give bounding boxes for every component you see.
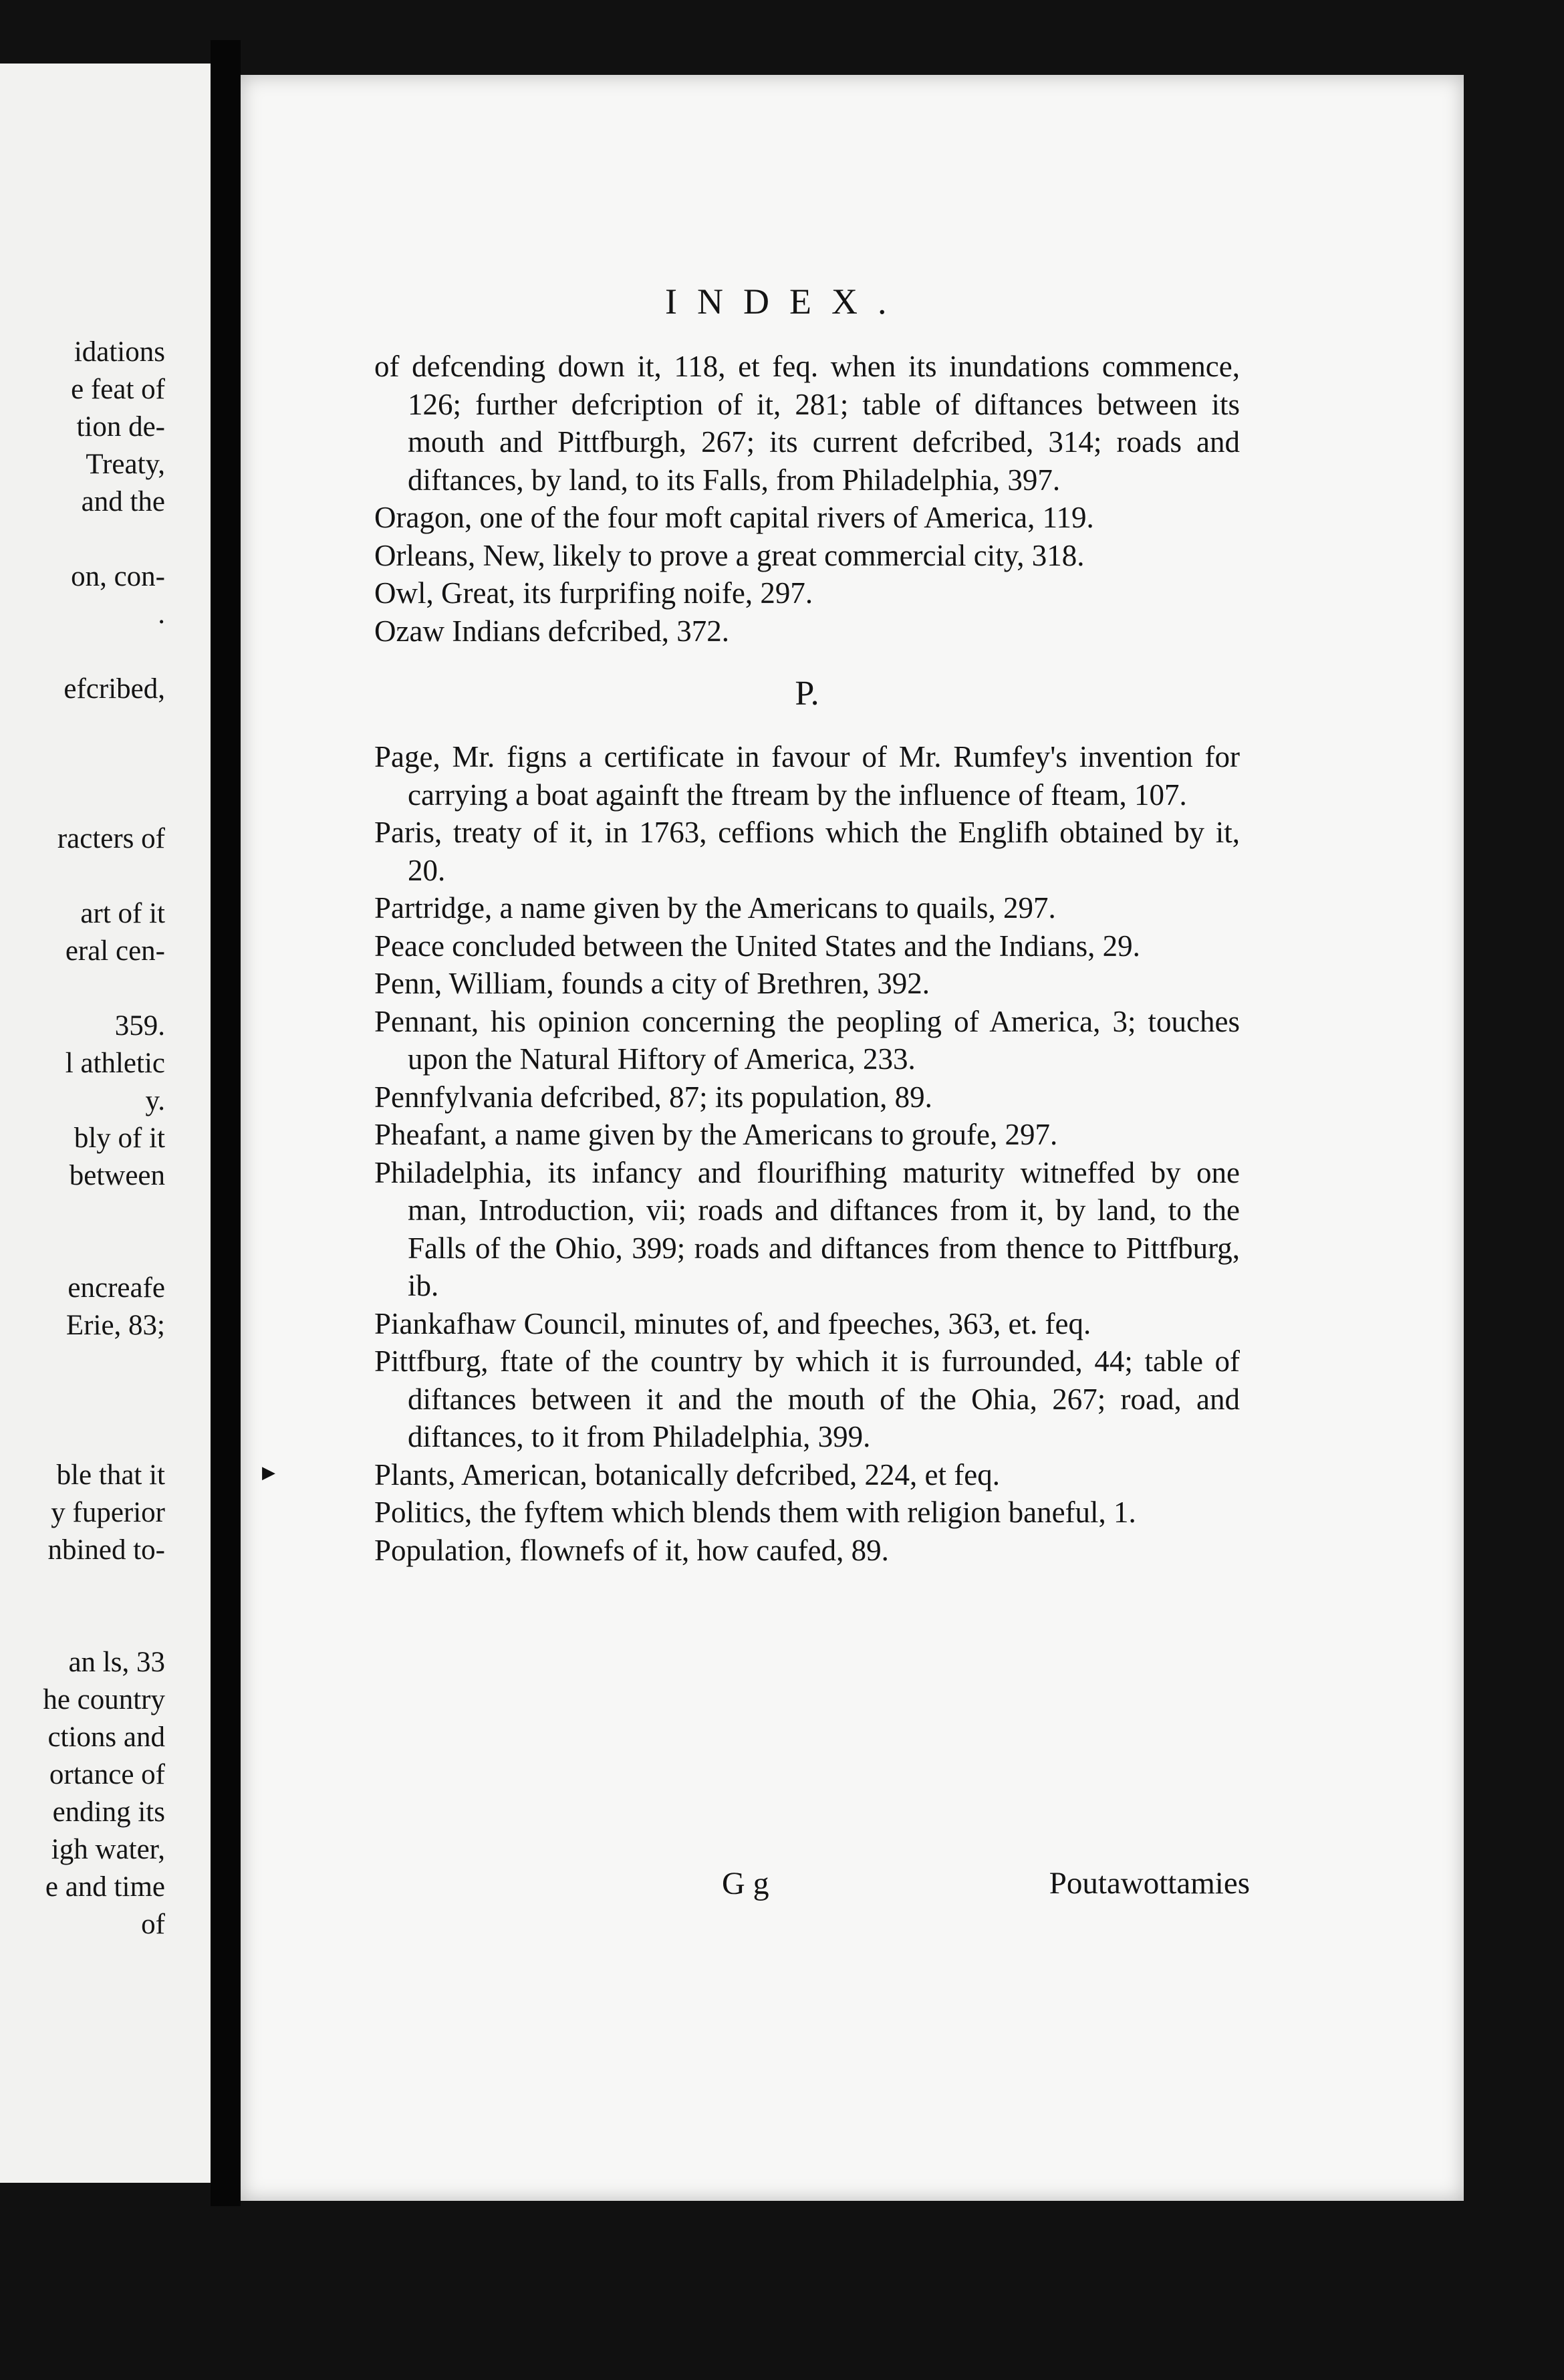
left-page-line: of: [141, 1909, 165, 1940]
index-entry: Oragon, one of the four moft capital rivers of America, 119.: [374, 501, 1094, 534]
left-page-line: eral cen-: [65, 935, 165, 967]
left-page-line: Treaty,: [86, 449, 165, 480]
page-footer: [374, 1865, 1250, 1905]
left-page-fragment: [0, 64, 211, 2183]
catchword: Poutawottamies: [1049, 1866, 1250, 1901]
left-page-line: ending its: [52, 1796, 165, 1828]
margin-arrow-icon: ▶: [262, 1463, 275, 1482]
index-entry: Pennant, his opinion concerning the peopling of America, 3; touches upon the Natural Hiftory of America, 233.: [374, 1004, 1240, 1076]
page-header: INDEX.: [665, 281, 907, 322]
index-entry: Paris, treaty of it, in 1763, ceffions which the Englifh obtained by it, 20.: [374, 816, 1240, 887]
index-entry: Ozaw Indians defcribed, 372.: [374, 614, 730, 648]
left-page-line: y.: [145, 1085, 165, 1116]
left-page-line: e feat of: [71, 374, 165, 405]
left-page-line: e and time: [45, 1871, 165, 1903]
index-entry: Piankafhaw Council, minutes of, and fpeeches, 363, et. feq.: [374, 1306, 1091, 1340]
left-page-line: l athletic: [65, 1048, 165, 1079]
index-entry: of defcending down it, 118, et feq. when its inundations commence, 126; further defcription of it, 281; table of diftances between its mouth and Pittfburgh, 267; its current defcribed, 314; roads and diftances, by land, to its Falls, from Philadelphia, 397.: [374, 350, 1240, 497]
index-entry: Penn, William, founds a city of Brethren, 392.: [374, 967, 930, 1000]
left-page-line: nbined to-: [47, 1534, 165, 1566]
left-page-line: on, con-: [71, 561, 165, 592]
left-page-line: racters of: [57, 823, 165, 854]
left-page-line: ortance of: [49, 1759, 165, 1790]
left-page-line: 359.: [114, 1010, 165, 1042]
left-page-line: igh water,: [51, 1834, 165, 1865]
left-page-line: he country: [43, 1684, 165, 1715]
left-page-line: Erie, 83;: [66, 1310, 165, 1341]
index-entry: Pheafant, a name given by the Americans to groufe, 297.: [374, 1118, 1058, 1151]
index-entry: Partridge, a name given by the Americans to quails, 297.: [374, 891, 1056, 925]
index-entry: Page, Mr. figns a certificate in favour of Mr. Rumfey's invention for carrying a boat againft the ftream by the influence of fteam, 107.: [374, 740, 1240, 812]
index-entry: Pittfburg, ftate of the country by which it is furrounded, 44; table of diftances between it and the mouth of the Ohia, 267; road, and diftances, to it from Philadelphia, 399.: [374, 1344, 1240, 1453]
left-page-line: an ls, 33: [68, 1647, 165, 1678]
section-letter: P.: [795, 675, 819, 713]
left-page-line: efcribed,: [63, 673, 165, 705]
left-page-line: ctions and: [47, 1721, 165, 1753]
left-page-line: .: [158, 598, 165, 630]
index-entry: Pennfylvania defcribed, 87; its population, 89.: [374, 1080, 932, 1114]
index-entry: Politics, the fyftem which blends them with religion baneful, 1.: [374, 1496, 1136, 1529]
left-page-line: art of it: [80, 898, 165, 929]
index-entry: Orleans, New, likely to prove a great commercial city, 318.: [374, 538, 1085, 572]
left-page-line: idations: [74, 336, 165, 368]
index-entry: Peace concluded between the United States and the Indians, 29.: [374, 929, 1140, 963]
left-page-line: ble that it: [56, 1459, 165, 1491]
index-entry: Owl, Great, its furprifing noife, 297.: [374, 576, 813, 610]
index-entry: Philadelphia, its infancy and flourifhing maturity witneffed by one man, Introduction, vii; roads and diftances from it, by land, to the Falls of the Ohio, 399; roads and diftances from thence to Pittfburg, ib.: [374, 1155, 1240, 1302]
index-entries: [374, 348, 1240, 1569]
gutter-shadow: [211, 40, 241, 2206]
left-page-line: tion de-: [76, 411, 165, 443]
left-page-line: y fuperior: [51, 1497, 165, 1528]
signature-mark: G g: [722, 1866, 769, 1901]
index-entry: Population, flownefs of it, how caufed, 89.: [374, 1533, 889, 1567]
left-page-line: between: [69, 1160, 165, 1191]
left-page-line: bly of it: [74, 1122, 165, 1154]
index-entry: Plants, American, botanically defcribed, 224, et feq.: [374, 1457, 1000, 1492]
left-page-line: and the: [81, 486, 165, 517]
left-page-line: encreafe: [68, 1272, 165, 1304]
